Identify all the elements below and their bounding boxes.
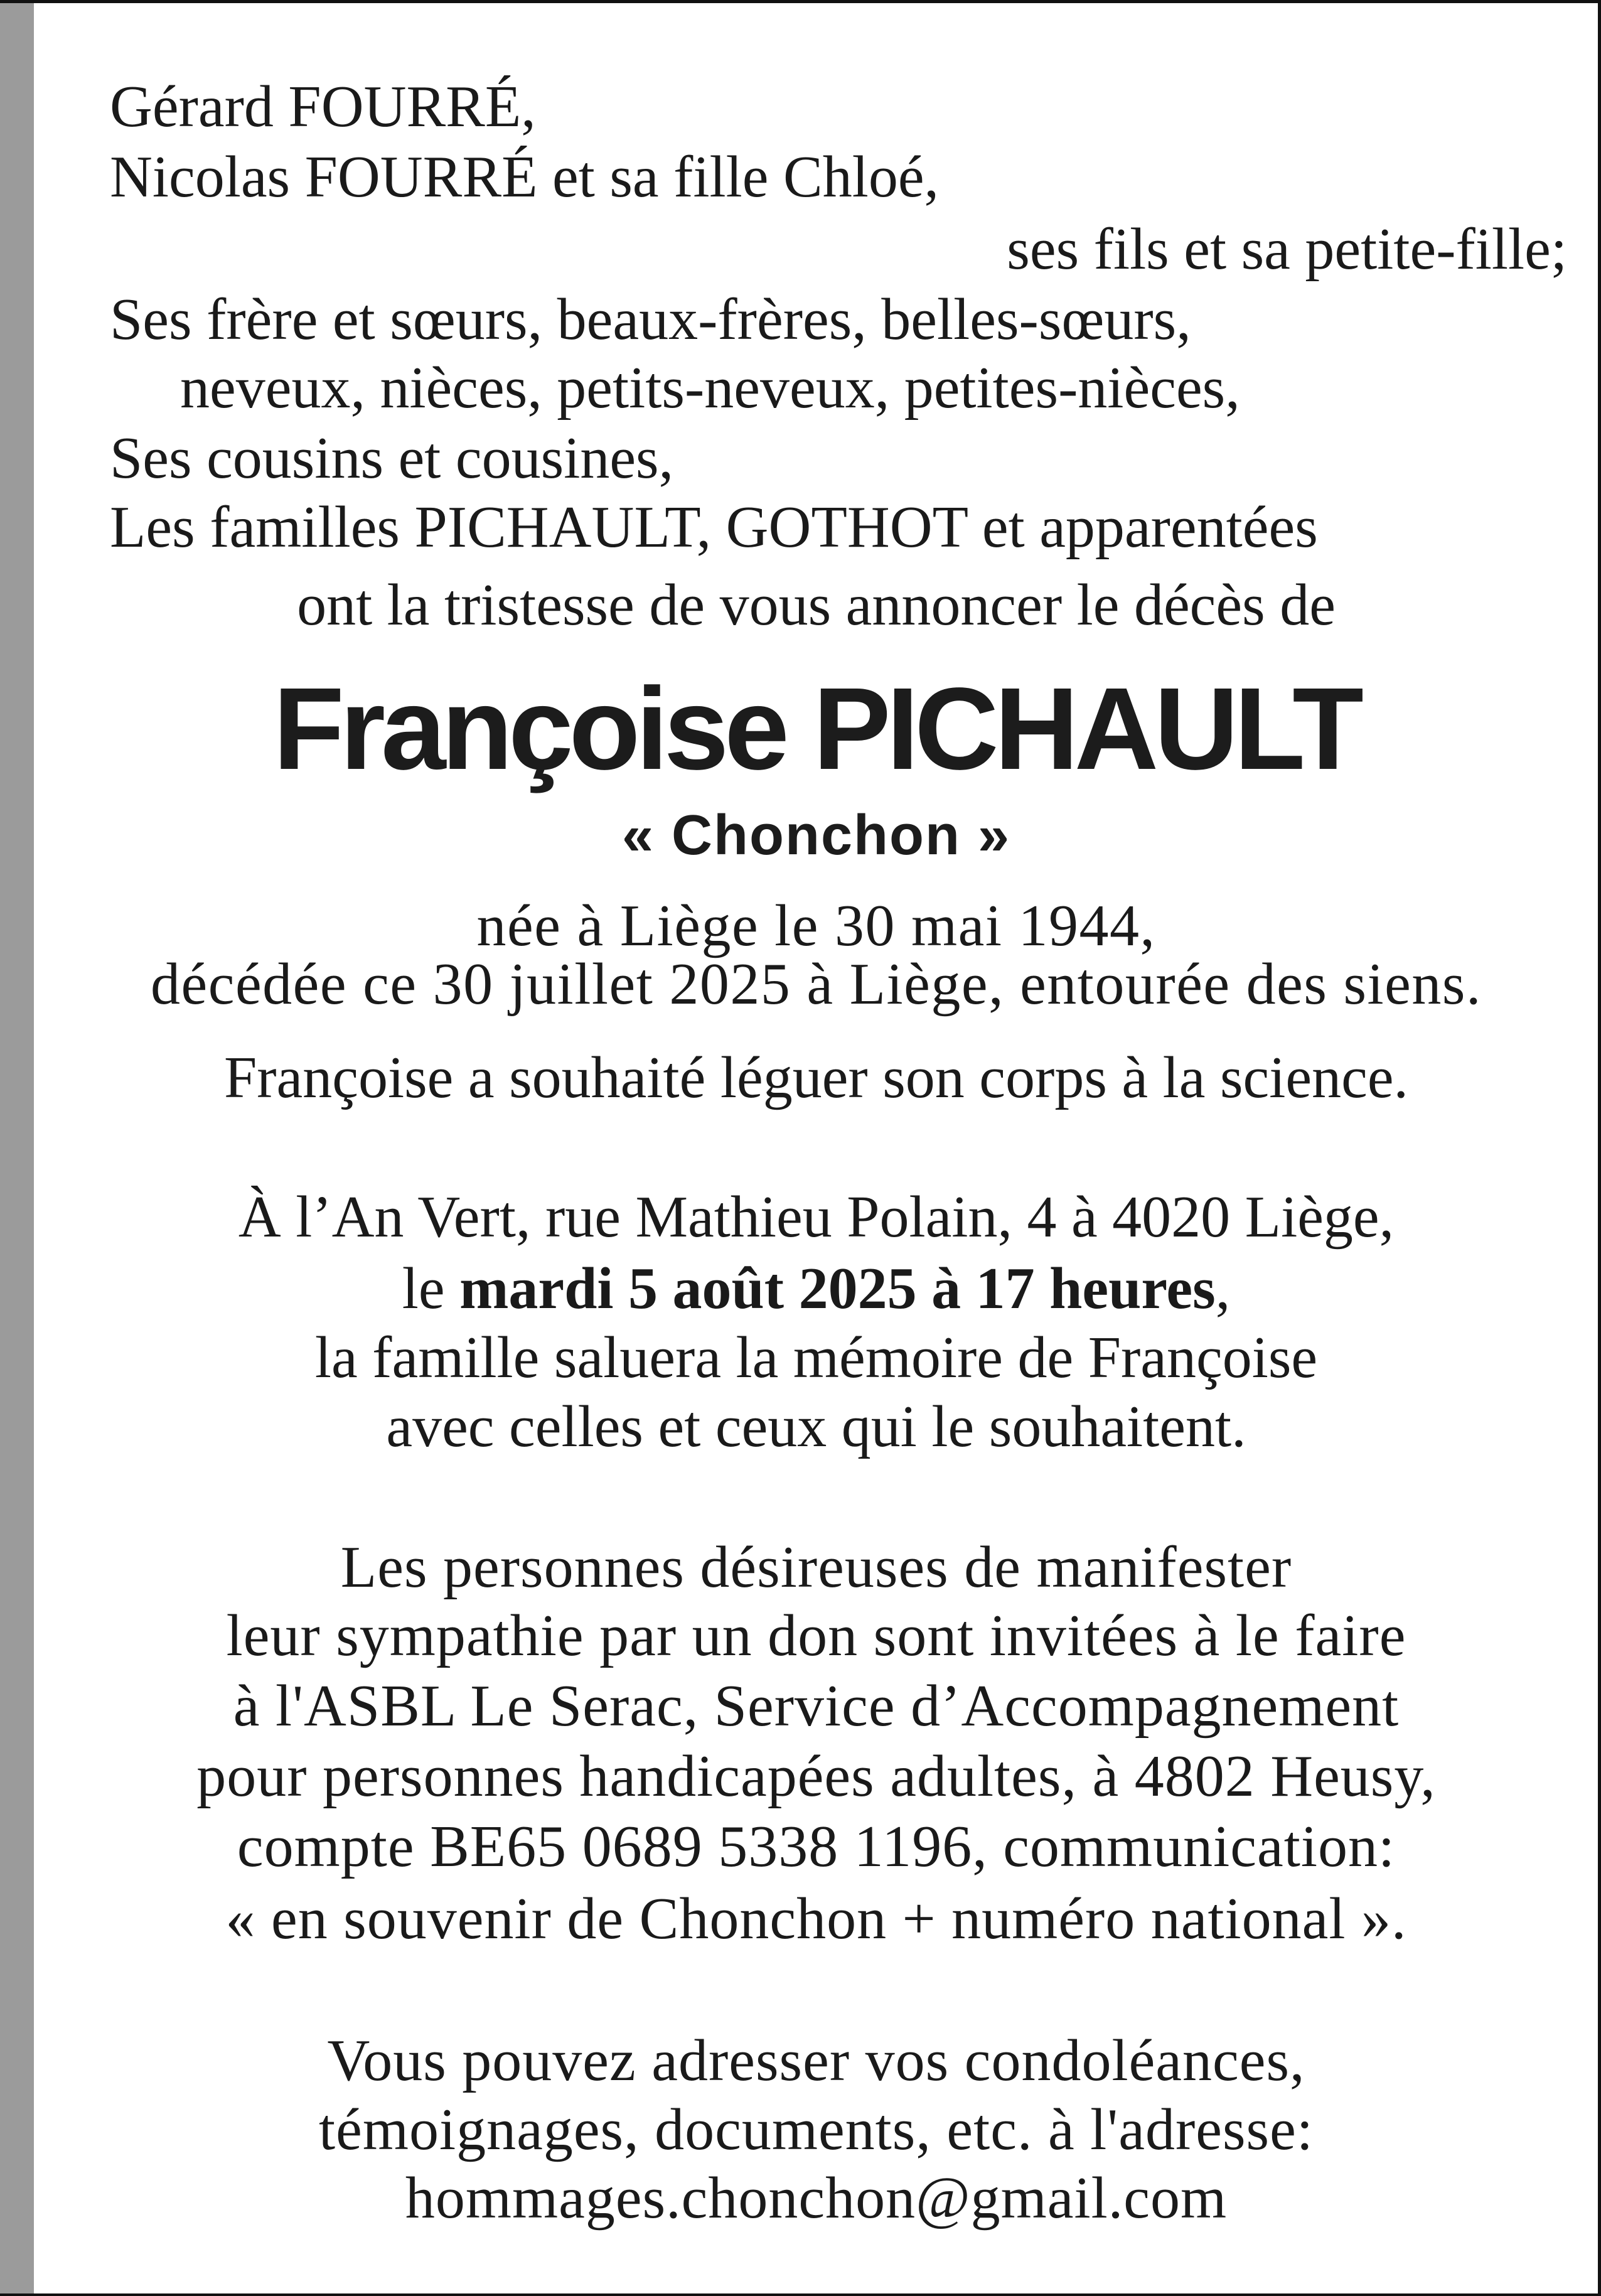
family-line-cousins: Ses cousins et cousines, [110, 426, 674, 491]
gathering-date-line [35, 1253, 1598, 1324]
page-border-bottom [0, 2293, 1601, 2296]
donation-account-line: compte BE65 0689 5338 1196, communication: [237, 1814, 1396, 1879]
family-line-families: Les familles PICHAULT, GOTHOT et apparentées [110, 495, 1318, 560]
gathering-date-suffix: , [1215, 1256, 1231, 1321]
page-border-top [0, 0, 1601, 3]
deceased-nickname: « Chonchon » [621, 804, 1011, 867]
family-line-relation: ses fils et sa petite-fille; [1007, 217, 1567, 282]
announcement-text: ont la tristesse de vous annoncer le décès de [297, 572, 1336, 638]
death-info: décédée ce 30 juillet 2025 à Liège, entourée des siens. [151, 952, 1482, 1017]
left-margin-bar [0, 0, 34, 2296]
family-line-nicolas-fourre: Nicolas FOURRÉ et sa fille Chloé, [110, 144, 940, 210]
deceased-name: Françoise PICHAULT [273, 664, 1359, 794]
donation-line: Les personnes désireuses de manifester [340, 1535, 1292, 1600]
family-line-siblings: Ses frère et sœurs, beaux-frères, belles-sœurs, [110, 287, 1191, 352]
family-line-gerard-fourre: Gérard FOURRÉ, [110, 74, 536, 139]
gathering-audience: avec celles et ceux qui le souhaitent. [386, 1394, 1246, 1459]
condolences-line: témoignages, documents, etc. à l'adresse: [319, 2097, 1314, 2162]
birth-info: née à Liège le 30 mai 1944, [476, 893, 1156, 958]
gathering-date: mardi 5 août 2025 à 17 heures [459, 1256, 1216, 1321]
donation-line: leur sympathie par un don sont invitées à le faire [226, 1603, 1406, 1668]
gathering-place: À l’An Vert, rue Mathieu Polain, 4 à 4020 Liège, [238, 1184, 1395, 1250]
page-border-right [1598, 0, 1601, 2296]
condolences-line: Vous pouvez adresser vos condoléances, [327, 2028, 1305, 2093]
donation-line: à l'ASBL Le Serac, Service d’Accompagnement [233, 1673, 1400, 1739]
gathering-purpose: la famille saluera la mémoire de Françoise [314, 1325, 1318, 1390]
donation-communication-line: « en souvenir de Chonchon + numéro national ». [225, 1886, 1407, 1951]
gathering-date-prefix: le [402, 1256, 445, 1321]
condolences-email: hommages.chonchon@gmail.com [405, 2165, 1228, 2231]
body-donation-note: Françoise a souhaité léguer son corps à la science. [223, 1045, 1409, 1110]
family-line-nephews-nieces: neveux, nièces, petits-neveux, petites-nièces, [180, 355, 1240, 421]
donation-line: pour personnes handicapées adultes, à 4802 Heusy, [196, 1744, 1436, 1809]
